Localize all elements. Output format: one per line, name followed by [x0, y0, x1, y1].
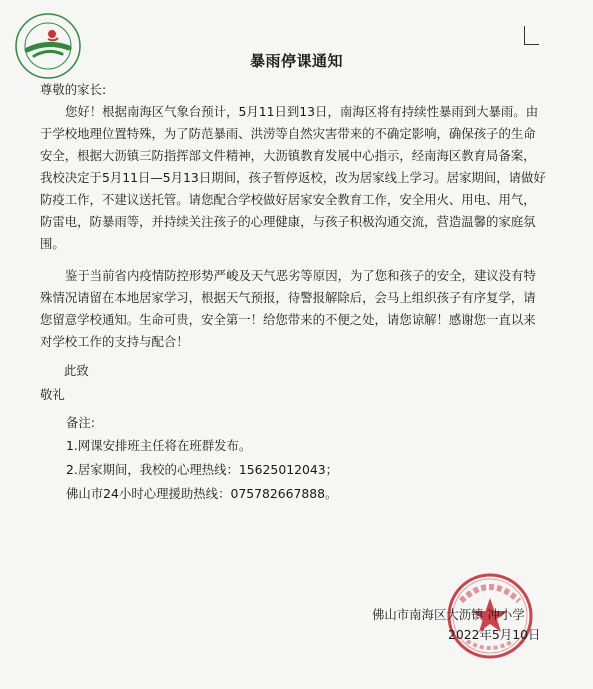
- note-item: 1.网课安排班主任将在班群发布。: [66, 438, 252, 453]
- paragraph-line: 于学校地理位置特殊，为了防范暴雨、洪涝等自然灾害带来的不确定影响，确保孩子的生命: [40, 126, 536, 141]
- paragraph-line: 围。: [40, 236, 65, 251]
- closing-jingli: 敬礼: [40, 387, 65, 402]
- signer-name: 佛山市南海区大沥镇 冲小学: [372, 607, 525, 622]
- paragraph-1: [40, 101, 560, 255]
- corner-bracket-icon: [524, 26, 539, 45]
- paragraph-line: 防雷电，防暴雨等，并持续关注孩子的心理健康，与孩子积极沟通交流，营造温馨的家庭氛: [40, 214, 536, 229]
- paragraph-line: 对学校工作的支持与配合！: [40, 334, 189, 349]
- closing-cizhi: 此致: [64, 363, 89, 378]
- paragraph-line: 殊情况请留在本地居家学习，根据天气预报，待警报解除后，会马上组织孩子有序复学，请: [40, 290, 536, 305]
- paragraph-line: 您留意学校通知。生命可贵，安全第一！给您带来的不便之处，请您谅解！感谢您一直以来: [40, 312, 536, 327]
- paragraph-line: 我校决定于5月11日—5月13日期间，孩子暂停返校，改为居家线上学习。居家期间，请做好: [40, 170, 546, 185]
- salutation: 尊敬的家长:: [40, 82, 107, 97]
- paragraph-line: 安全，根据大沥镇三防指挥部文件精神，大沥镇教育发展中心指示，经南海区教育局备案，: [40, 148, 536, 163]
- paragraph-line: 您好！根据南海区气象台预计，5月11日到13日，南海区将有持续性暴雨到大暴雨。由: [65, 104, 539, 119]
- notes-title: 备注:: [66, 415, 95, 430]
- paragraph-line: 鉴于当前省内疫情防控形势严峻及天气恶劣等原因，为了您和孩子的安全，建议没有特: [65, 268, 536, 283]
- note-item: 2.居家期间，我校的心理热线：15625012043；: [66, 462, 339, 477]
- signature-date: 2022年5月10日: [448, 627, 541, 642]
- document-title: 暴雨停课通知: [249, 52, 343, 70]
- note-item: 佛山市24小时心理援助热线：075782667888。: [66, 486, 338, 501]
- paragraph-line: 防疫工作，不建议送托管。请您配合学校做好居家安全教育工作，安全用火、用电、用气，: [40, 192, 536, 207]
- paragraph-2: [40, 265, 560, 353]
